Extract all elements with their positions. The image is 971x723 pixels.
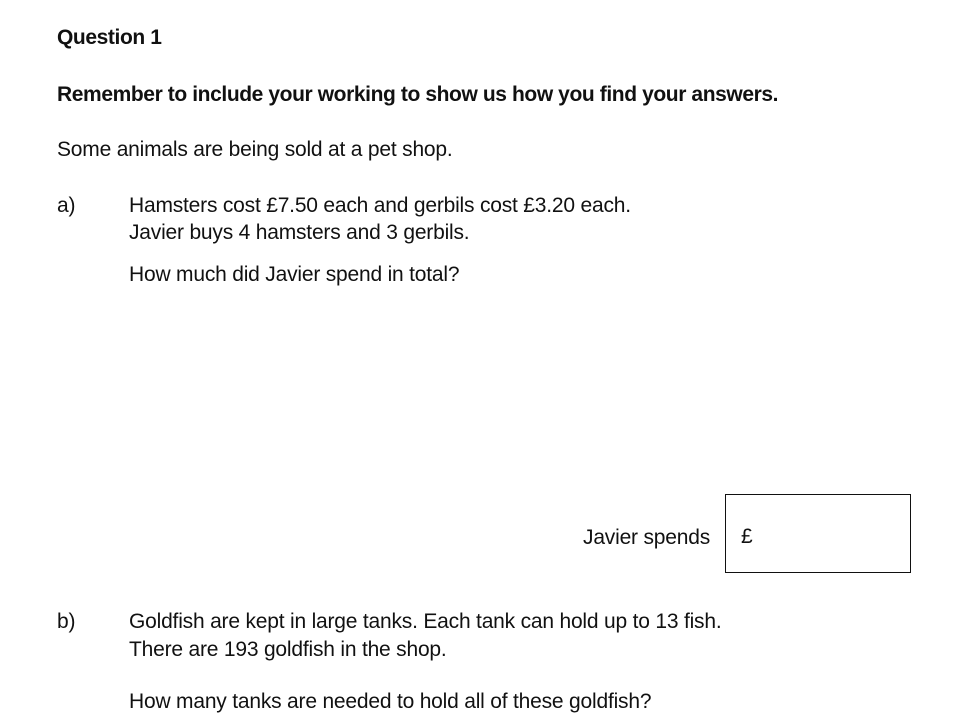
part-b-label: b) <box>57 610 76 633</box>
part-b-line-2: There are 193 goldfish in the shop. <box>129 638 447 661</box>
part-a-line-2: Javier buys 4 hamsters and 3 gerbils. <box>129 221 470 244</box>
currency-symbol: £ <box>741 525 753 548</box>
instruction-text: Remember to include your working to show us how you find your answers. <box>57 83 779 106</box>
part-a-prompt: How much did Javier spend in total? <box>129 263 460 286</box>
answer-box[interactable] <box>725 494 911 573</box>
answer-label: Javier spends <box>583 526 710 549</box>
part-a-line-1: Hamsters cost £7.50 each and gerbils cost £3.20 each. <box>129 194 631 217</box>
intro-text: Some animals are being sold at a pet shop. <box>57 138 453 161</box>
part-b-line-1: Goldfish are kept in large tanks. Each tank can hold up to 13 fish. <box>129 610 722 633</box>
part-b-prompt: How many tanks are needed to hold all of these goldfish? <box>129 690 652 713</box>
part-a-label: a) <box>57 194 76 217</box>
question-title: Question 1 <box>57 26 162 49</box>
